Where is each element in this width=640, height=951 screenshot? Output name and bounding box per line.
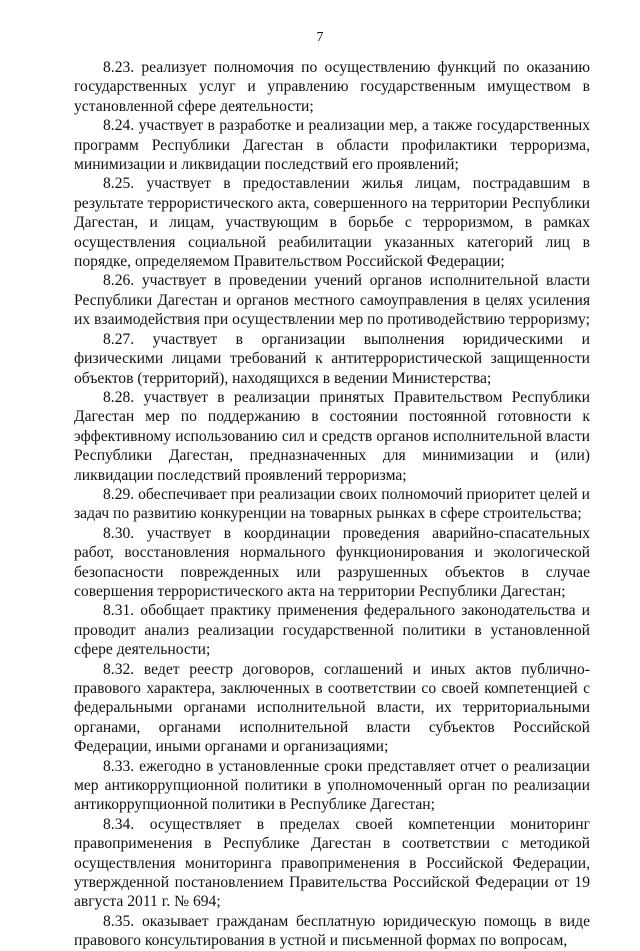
document-body: [74, 58, 590, 951]
paragraph-8-25: 8.25. участвует в предоставлении жилья лицам, пострадавшим в результате террористического акта, совершенного на территории Республики Дагестан, и лицам, участвующим в борьбе с терроризмом, в рамках осуществления социальной реабилитации указанных категорий лиц в порядке, определяемом Правительством Российской Федерации;: [74, 175, 590, 271]
paragraph-8-29: 8.29. обеспечивает при реализации своих полномочий приоритет целей и задач по развитию конкуренции на товарных рынках в сфере строительства;: [74, 485, 590, 523]
paragraph-8-33: 8.33. ежегодно в установленные сроки представляет отчет о реализации мер антикоррупционной политики в уполномоченный орган по реализации антикоррупционной политики в Республике Дагестан;: [74, 757, 590, 814]
paragraph-8-35: 8.35. оказывает гражданам бесплатную юридическую помощь в виде правового консультирования в устной и письменной формах по вопросам,: [74, 912, 590, 950]
paragraph-8-31: 8.31. обобщает практику применения федерального законодательства и проводит анализ реализации государственной политики в установленной сфере деятельности;: [74, 602, 590, 659]
paragraph-8-24: 8.24. участвует в разработке и реализации мер, а также государственных программ Республики Дагестан в области профилактики терроризма, минимизации и ликвидации последствий его проявлений;: [74, 117, 590, 174]
paragraph-8-30: 8.30. участвует в координации проведения аварийно-спасательных работ, восстановления нормального функционирования и экологической безопасности поврежденных или разрушенных объектов в случае совершения террористического акта на территории Республики Дагестан;: [74, 524, 590, 600]
paragraph-8-27: 8.27. участвует в организации выполнения юридическими и физическими лицами требований к антитеррористической защищенности объектов (территорий), находящихся в ведении Министерства;: [74, 330, 590, 387]
paragraph-8-23: 8.23. реализует полномочия по осуществлению функций по оказанию государственных услуг и управлению государственным имуществом в установленной сфере деятельности;: [74, 59, 590, 115]
page-number: 7: [316, 30, 324, 45]
paragraph-8-34: 8.34. осуществляет в пределах своей компетенции мониторинг правоприменения в Республике Дагестан в соответствии с методикой осуществления мониторинга правоприменения в Российской Федерации, утвержденной постановлением Правительства Российской Федерации от 19 августа 2011 г. № 694;: [74, 815, 590, 911]
paragraph-8-26: 8.26. участвует в проведении учений органов исполнительной власти Республики Дагестан и органов местного самоуправления в целях усиления их взаимодействия при осуществлении мер по противодействию терроризму;: [74, 272, 590, 329]
paragraph-8-28: 8.28. участвует в реализации принятых Правительством Республики Дагестан мер по поддержанию в состоянии постоянной готовности к эффективному использованию сил и средств органов исполнительной власти Республики Дагестан, предназначенных для минимизации и (или) ликвидации последствий проявлений терроризма;: [74, 388, 590, 484]
paragraph-8-32: 8.32. ведет реестр договоров, соглашений и иных актов публично-правового характера, заключенных в соответствии со своей компетенцией с федеральными органами исполнительной власти, их территориальными органами, органами исполнительной власти субъектов Российской Федерации, иными органами и организациями;: [74, 660, 590, 756]
